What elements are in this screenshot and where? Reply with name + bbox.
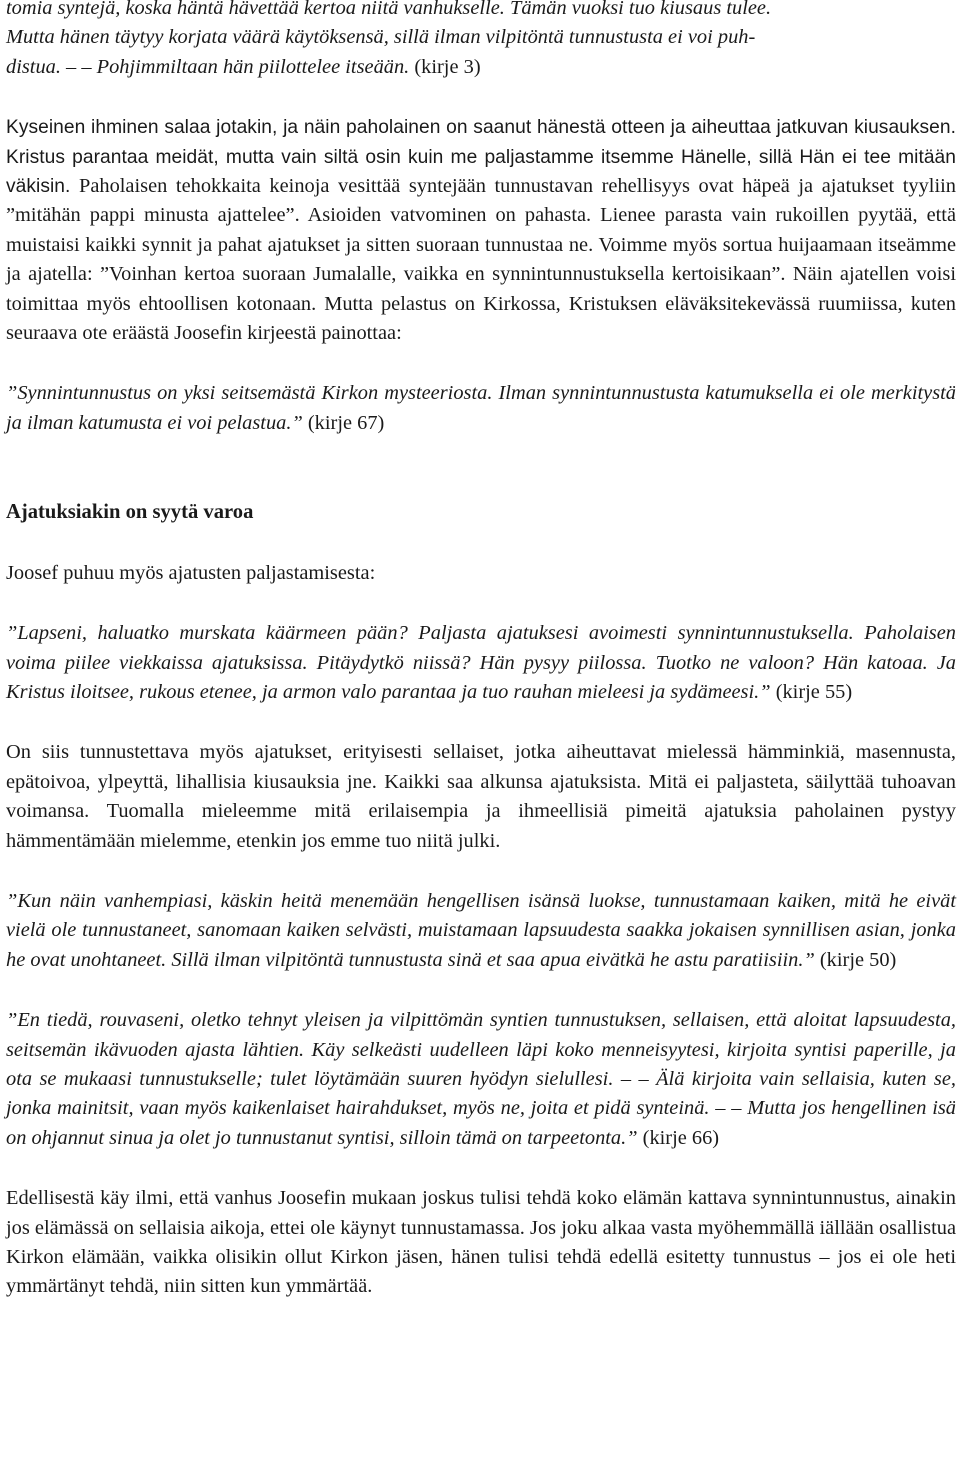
paragraph-quote-letter-3 — [6, 0, 956, 82]
document-page — [6, 0, 956, 1302]
quote-line-3: distua. – – Pohjimmiltaan hän piilottelee itseään. — [6, 55, 410, 78]
paragraph-quote-letter-67 — [6, 379, 956, 438]
paragraph-intro: Joosef puhuu myös ajatusten paljastamisesta: — [6, 561, 376, 584]
paragraph-temptation-sans: Kyseinen ihminen salaa jotakin, ja näin paholainen on saanut hänestä otteen ja aiheuttaa jatkuvan kiusauksen. Kristus parantaa meidät, mutta vain siltä osin kuin me paljastamme itsemme Hänelle, sillä Hän ei tee mitään väkisin. — [6, 117, 956, 198]
quote-line-1: tomia syntejä, koska häntä hävettää kertoa niitä vanhukselle. Tämän vuoksi tuo kiusaus tulee. — [6, 0, 772, 19]
paragraph-quote-letter-66 — [6, 1006, 956, 1153]
quote-text: ”Lapseni, haluatko murskata käärmeen pään? Paljasta ajatuksesi avoimesti synnintunnustuksella. Paholaisen voima piilee viekkaissa ajatuksissa. Pitäydytkö niissä? Hän pysyy piilossa. Tuotko ne valoon? Hän katoaa. Ja Kristus iloitsee, rukous etenee, ja armon valo parantaa ja tuo rauhan mieleesi ja sydämeesi.” — [6, 622, 956, 703]
letter-reference: (kirje 55) — [770, 680, 853, 703]
letter-reference: (kirje 67) — [302, 411, 385, 434]
paragraph-temptation-serif: Paholaisen tehokkaita keinoja vesittää syntejään tunnustavan rehellisyys ovat häpeä ja ajatukset tyyliin ”mitähän pappi minusta ajattelee”. Asioiden vatvominen on pahasta. Lienee parasta vain rukoillen pyytää, että muistaisi kaikki synnit ja pahat ajatukset ja sitten suoraan tunnustaa ne. Voimme myös sortua huijaamaan itseämme ja ajatella: ”Voinhan kertoa suoraan Jumalalle, vaikka en synnintunnustuksella kertoisikaan”. Näin ajatellen voisi toimittaa myös ehtoollisen kotonaan. Mutta pelastus on Kirkossa, Kristuksen eläväksitekevässä ruumiissa, kuten seuraava ote eräästä Joosefin kirjeestä painottaa: — [6, 175, 956, 345]
letter-reference: (kirje 3) — [409, 55, 481, 78]
paragraph-quote-letter-55 — [6, 619, 956, 707]
letter-reference: (kirje 66) — [637, 1126, 720, 1149]
quote-text: ”En tiedä, rouvaseni, oletko tehnyt yleisen ja vilpittömän syntien tunnustuksen, sellaisen, että aloitat lapsuudesta, seitsemän ikävuoden ajasta lähtien. Käy selkeästi uudelleen läpi koko menneisyytesi, kirjoita syntisi paperille, ja ota se mukaasi tunnustukselle; tulet löytämään suuren hyödyn sielullesi. – – Älä kirjoita vain sellaisia, kuten se, jonka mainitsit, vaan myös kaikenlaiset hairahdukset, myös ne, joita et pidä synteinä. – – Mutta jos hengellinen isä on ohjannut sinua ja olet jo tunnustanut syntisi, silloin tämä on tarpeetonta.” — [6, 1009, 956, 1149]
quote-text: ”Synnintunnustus on yksi seitsemästä Kirkon mysteeriosta. Ilman synnintunnustusta katumuksella ei ole merkitystä ja ilman katumusta ei voi pelastua.” — [6, 382, 956, 434]
paragraph-quote-letter-50 — [6, 887, 956, 975]
quote-text: ”Kun näin vanhempiasi, käskin heitä menemään hengellisen isänsä luokse, tunnustamaan kaiken, mitä he eivät vielä ole tunnustaneet, sanomaan kaiken selvästi, muistamaan lapsuudesta saakka jokaisen synnillisen asian, jonka he ovat unohtaneet. Sillä ilman vilpitöntä tunnustusta sinä et saa apua eivätkä he astu paratiisiin.” — [6, 889, 956, 971]
paragraph-temptation — [6, 113, 956, 348]
quote-line-2: Mutta hänen täytyy korjata väärä käytöksensä, sillä ilman vilpitöntä tunnustusta ei voi puh- — [6, 26, 756, 49]
paragraph-thoughts: On siis tunnustettava myös ajatukset, erityisesti sellaiset, jotka aiheuttavat mielessä hämminkiä, masennusta, epätoivoa, ylpeyttä, lihallisia kiusauksia jne. Kaikki saa alkunsa ajatuksista. Mitä ei paljasteta, säilyttää tuhoavan voimansa. Tuomalla mieleemme mitä erilaisempia ja ihmeellisiä pimeitä ajatuksia paholainen pystyy hämmentämään mielemme, etenkin jos emme tuo niitä julki. — [6, 741, 956, 852]
letter-reference: (kirje 50) — [814, 948, 897, 971]
section-heading: Ajatuksiakin on syytä varoa — [6, 501, 254, 524]
paragraph-conclusion: Edellisestä käy ilmi, että vanhus Joosefin mukaan joskus tulisi tehdä koko elämän kattava synnintunnustus, ainakin jos elämässä on sellaisia aikoja, ettei ole käynyt tunnustamassa. Jos joku alkaa vasta myöhemmällä iällään osallistua Kirkon elämään, vaikka olisikin ollut Kirkon jäsen, hänen tulisi tehdä edellä esitetty tunnustus – jos ei ole heti ymmärtänyt tehdä, niin sitten kun ymmärtää. — [6, 1187, 956, 1298]
